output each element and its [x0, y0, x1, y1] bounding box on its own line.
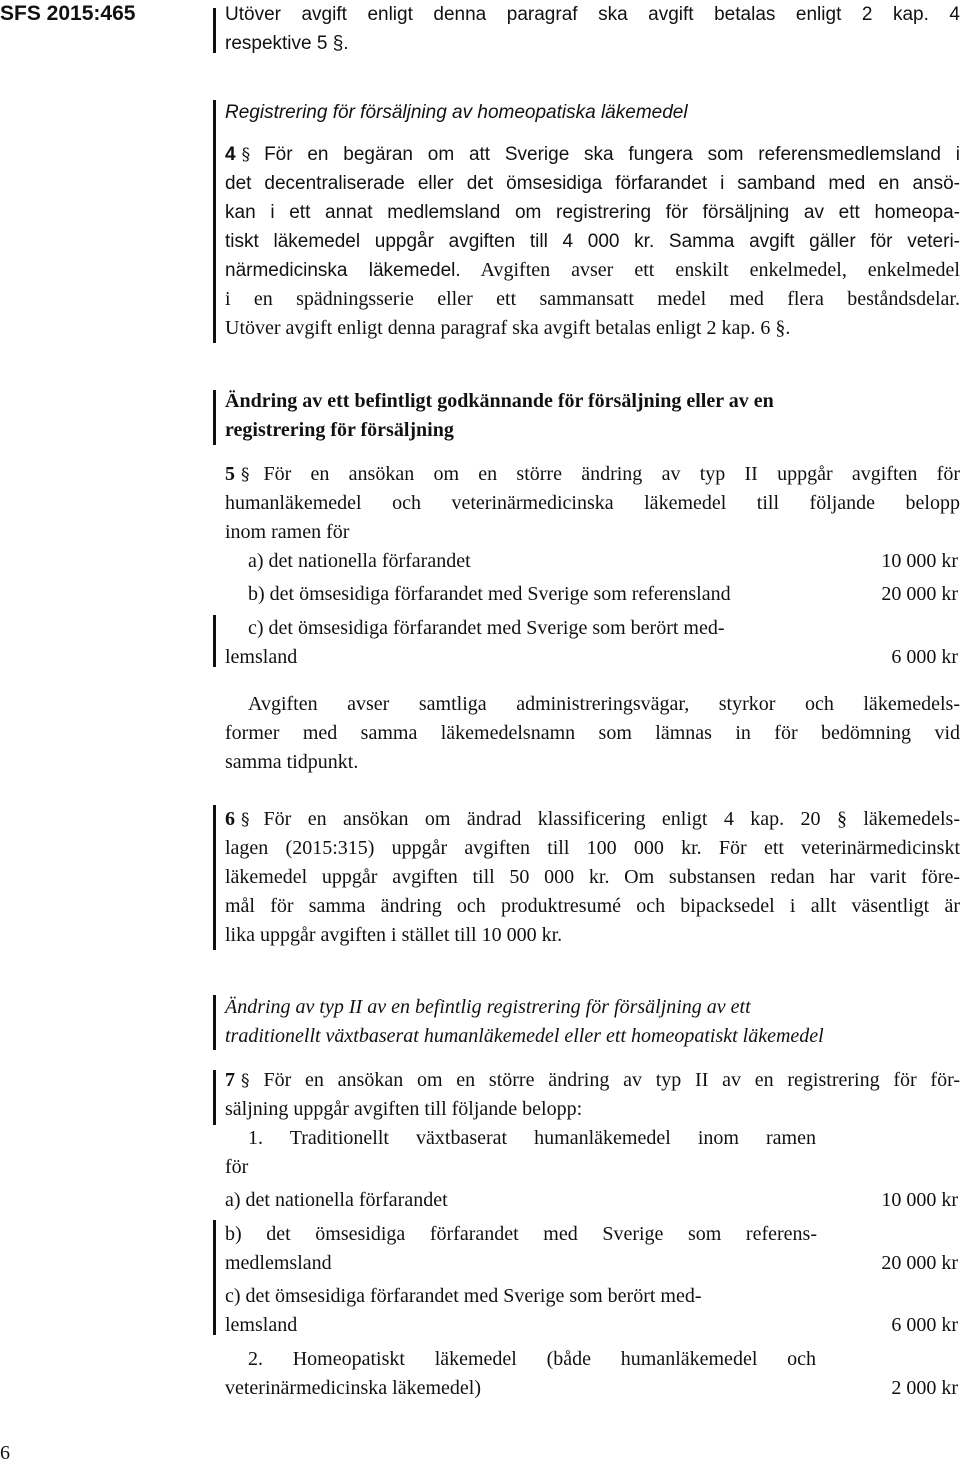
change-bar — [213, 8, 216, 53]
fee-amount: 10 000 kr — [881, 550, 958, 572]
section-heading: Registrering för försäljning av homeopatiska läkemedel — [225, 102, 688, 123]
fee-item-label: b) det ömsesidiga förfarandet med Sverige som referens- — [225, 1223, 817, 1245]
sfs-number: SFS 2015:465 — [0, 2, 136, 25]
change-bar — [213, 390, 216, 445]
section-7-line: säljning uppgår avgiften till följande belopp: — [225, 1098, 583, 1120]
change-bar — [213, 995, 216, 1050]
section-5-line — [225, 460, 960, 490]
section-heading: Ändring av ett befintligt godkännande för försäljning eller av en — [225, 390, 774, 412]
fee-item-label: a) det nationella förfarandet — [248, 550, 471, 572]
section-text: närmedicinska läkemedel. — [225, 260, 461, 281]
section-6-line: mål för samma ändring och produktresumé och bipacksedel i allt väsentligt är — [225, 895, 960, 917]
section-4-line — [225, 227, 960, 256]
change-bar — [213, 805, 216, 950]
section-heading: Ändring av typ II av en befintlig registrering för försäljning av ett — [225, 996, 751, 1018]
fee-item-label: c) det ömsesidiga förfarandet med Sverige som berört med- — [225, 1285, 702, 1307]
fee-item-label: b) det ömsesidiga förfarandet med Sverige som referensland — [248, 583, 731, 605]
section-number: 4 — [225, 144, 236, 165]
section-6-line: lika uppgår avgiften i stället till 10 000 kr. — [225, 924, 563, 946]
section-text: Avgiften avser ett enskilt enkelmedel, enkelmedel — [460, 259, 960, 281]
section-6-line — [225, 805, 960, 835]
section-4-line — [225, 140, 960, 170]
section-5-line: humanläkemedel och veterinärmedicinska läkemedel till följande belopp — [225, 492, 960, 514]
fee-item-label: medlemsland — [225, 1252, 332, 1274]
change-bar — [213, 1070, 216, 1125]
section-7-line: 2. Homeopatiskt läkemedel (både humanläkemedel och — [248, 1348, 816, 1370]
fee-item-label: c) det ömsesidiga förfarandet med Sverige som berört med- — [248, 617, 725, 639]
fee-amount: 20 000 kr — [881, 583, 958, 605]
fee-amount: 10 000 kr — [881, 1189, 958, 1211]
section-sign: § — [241, 810, 250, 830]
change-bar — [213, 100, 216, 343]
section-text: För en ansökan om ändrad klassificering enligt 4 kap. 20 § läkemedels- — [263, 808, 960, 830]
section-5-line: inom ramen för — [225, 521, 350, 543]
fee-item-label: lemsland — [225, 646, 298, 668]
fee-item-label: lemsland — [225, 1314, 298, 1336]
section-5-line: former med samma läkemedelsnamn som lämnas in för bedömning vid — [225, 722, 960, 744]
section-text: tiskt läkemedel uppgår avgiften till 4 000 kr. — [225, 231, 655, 252]
section-sign: § — [241, 145, 251, 165]
page-number: 6 — [0, 1442, 10, 1464]
section-number: 7 — [225, 1069, 235, 1091]
section-4-line — [225, 256, 960, 285]
section-text: För en ansökan om en större ändring av typ II uppgår avgiften för — [263, 463, 960, 485]
section-text: Samma avgift gäller för veteri- — [654, 231, 960, 252]
section-7-line: 1. Traditionellt växtbaserat humanläkemedel inom ramen — [248, 1127, 816, 1149]
section-4-line: kan i ett annat medlemsland om registrering för försäljning av ett homeopa- — [225, 202, 960, 223]
section-4-line: i en spädningsserie eller ett sammansatt medel med flera beståndsdelar. — [225, 288, 960, 310]
section-7-line — [225, 1066, 960, 1096]
change-bar — [213, 615, 216, 667]
fee-amount: 6 000 kr — [891, 1314, 958, 1336]
section-6-line: lagen (2015:315) uppgår avgiften till 100 000 kr. För ett veterinärmedicinskt — [225, 837, 960, 859]
section-number: 6 — [225, 808, 235, 830]
section-text: För en begäran om att Sverige ska fungera som referensmedlemsland i — [264, 144, 960, 165]
section-5-line: Avgiften avser samtliga administreringsvägar, styrkor och läkemedels- — [248, 693, 960, 715]
change-bar — [213, 1220, 216, 1335]
fee-amount: 2 000 kr — [891, 1377, 958, 1399]
section-sign: § — [241, 465, 250, 485]
section-heading: traditionellt växtbaserat humanläkemedel eller ett homeopatiskt läkemedel — [225, 1025, 824, 1047]
section-7-line: för — [225, 1156, 249, 1178]
section-5-line: samma tidpunkt. — [225, 751, 359, 773]
section-number: 5 — [225, 463, 235, 485]
section-4-line: Utöver avgift enligt denna paragraf ska avgift betalas enligt 2 kap. 6 §. — [225, 317, 791, 339]
section-text: För en ansökan om en större ändring av typ II av en registrering för för- — [263, 1069, 960, 1091]
fee-item-label: a) det nationella förfarandet — [225, 1189, 448, 1211]
text-line: respektive 5 §. — [225, 33, 349, 54]
section-7-line: veterinärmedicinska läkemedel) — [225, 1377, 481, 1399]
section-4-line: det decentraliserade eller det ömsesidiga förfarandet i samband med en ansö- — [225, 173, 960, 194]
section-sign: § — [241, 1071, 250, 1091]
fee-amount: 6 000 kr — [891, 646, 958, 668]
text-line: Utöver avgift enligt denna paragraf ska avgift betalas enligt 2 kap. 4 — [225, 4, 960, 25]
fee-amount: 20 000 kr — [881, 1252, 958, 1274]
section-6-line: läkemedel uppgår avgiften till 50 000 kr. Om substansen redan har varit före- — [225, 866, 960, 888]
section-heading: registrering för försäljning — [225, 419, 454, 441]
